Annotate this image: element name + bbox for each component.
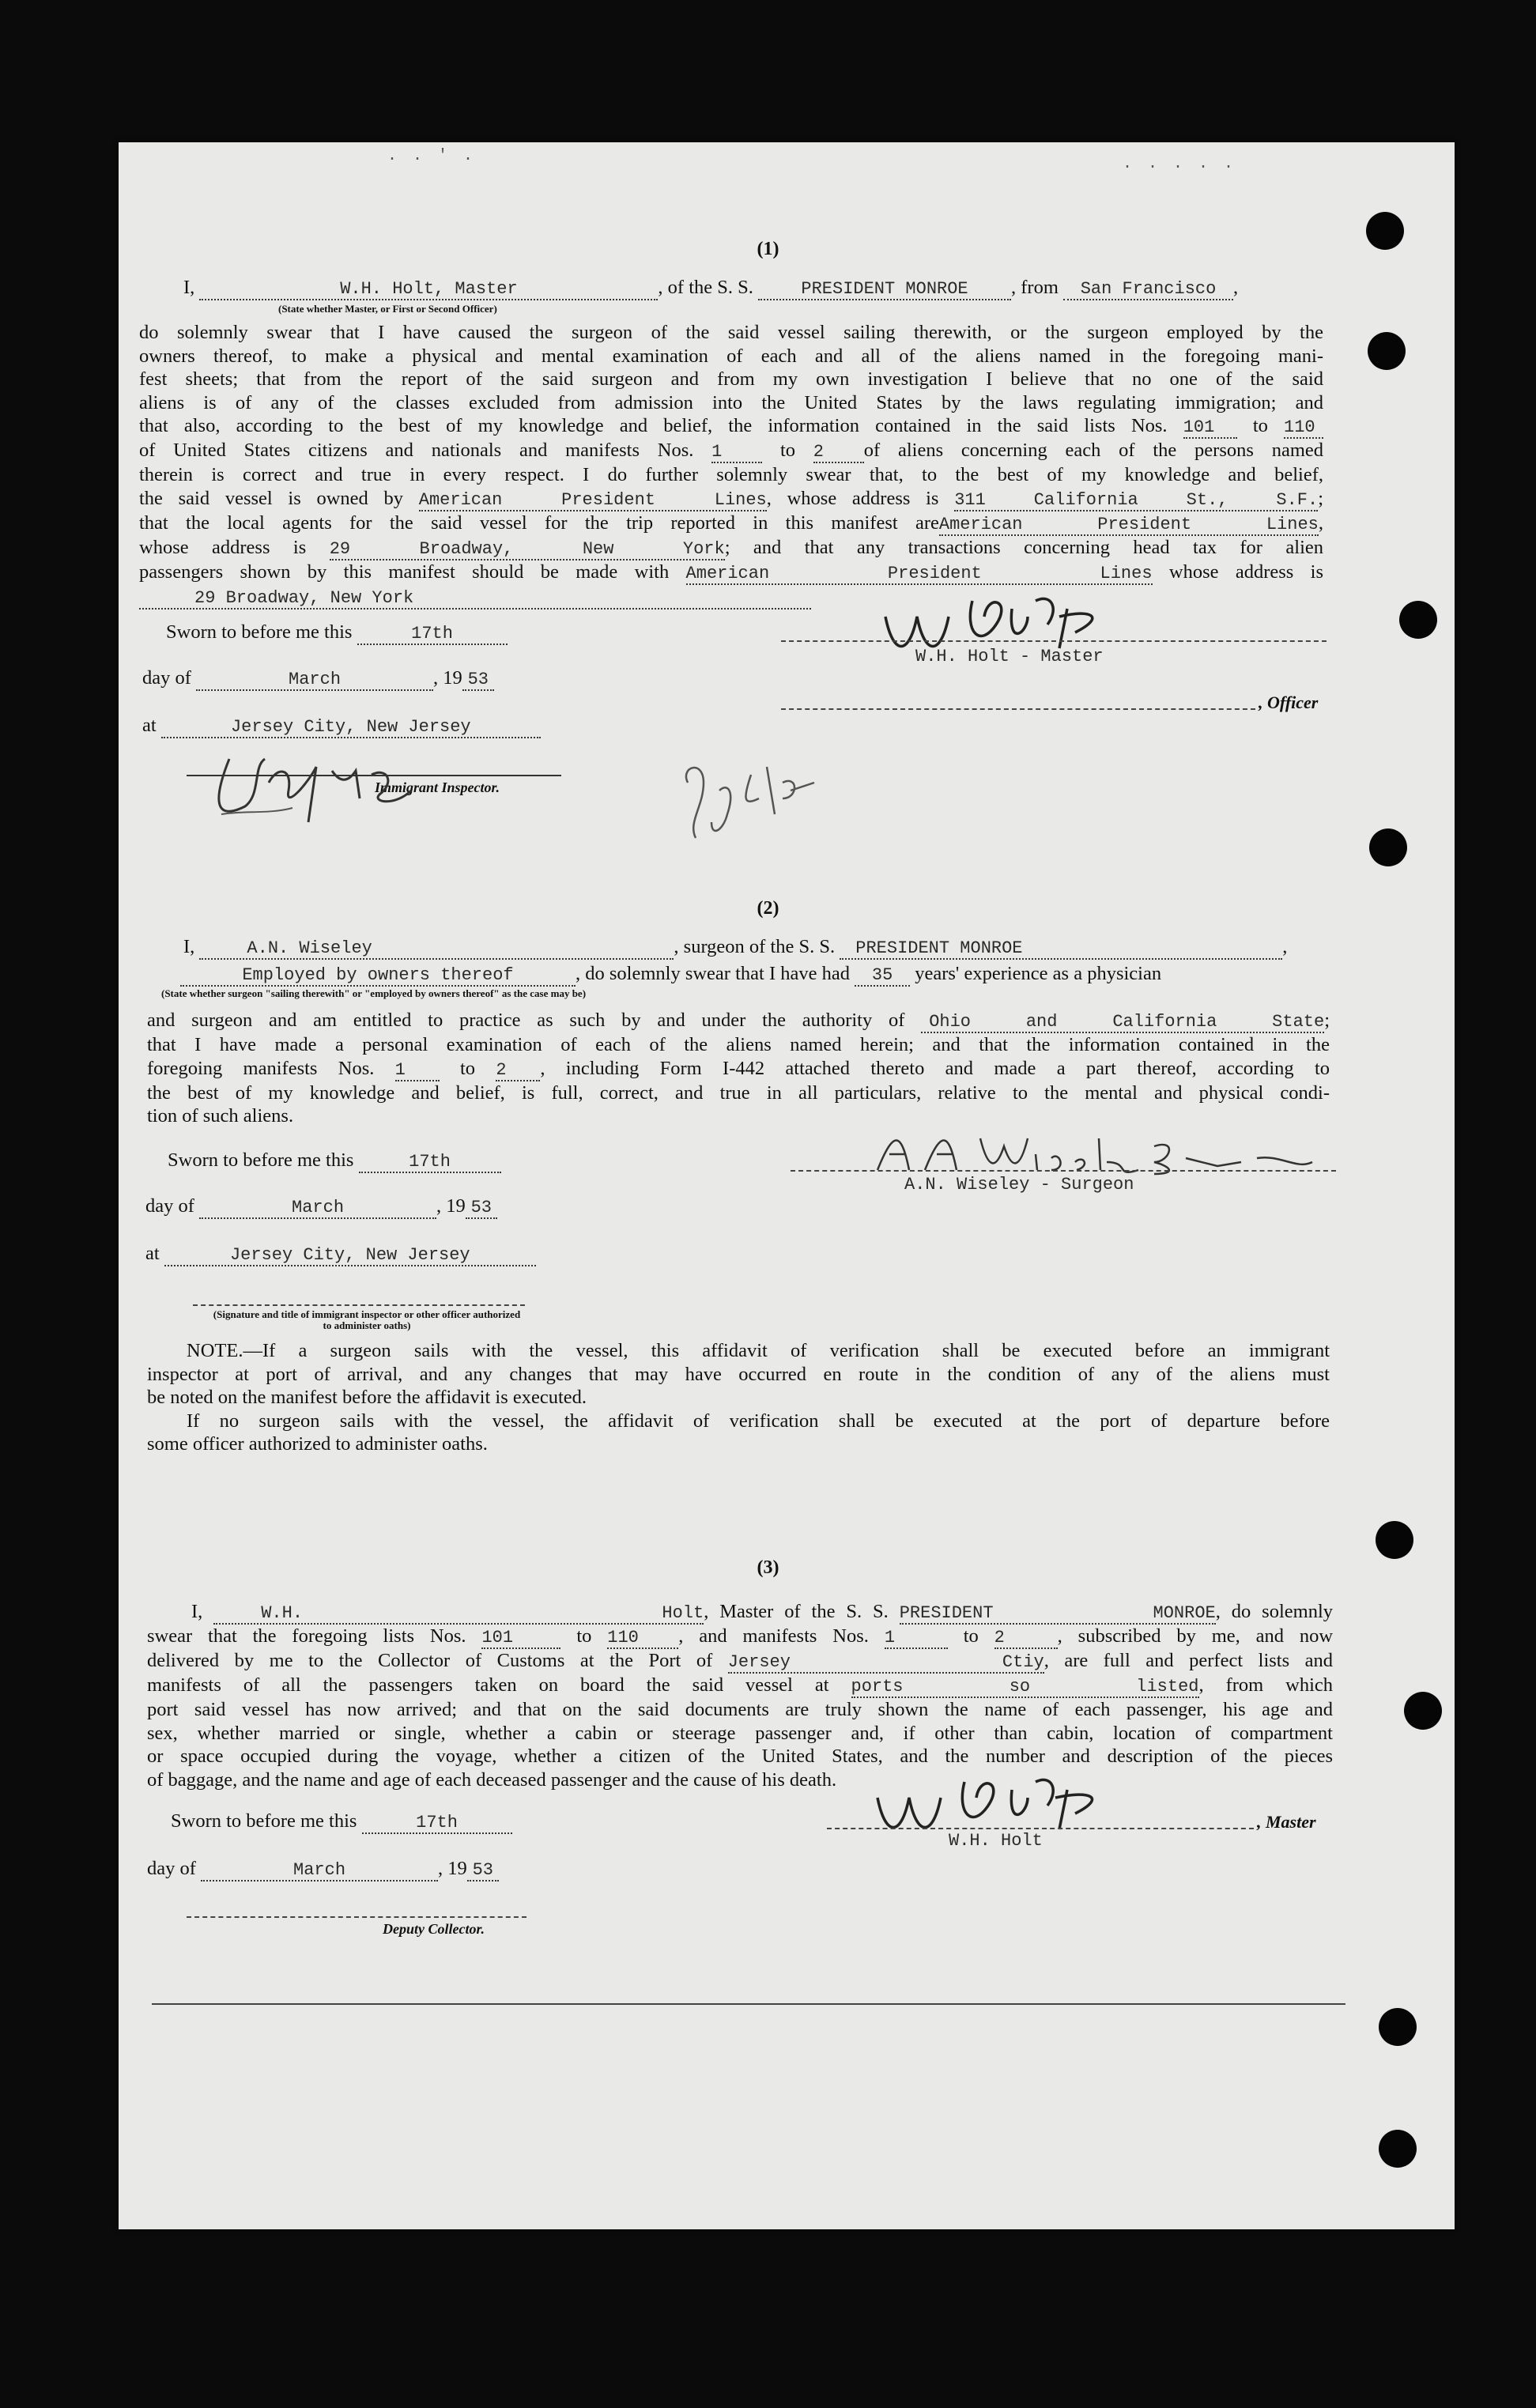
s3-body: I, W.H. Holt, Master of the S. S. PRESIDENT MONROE, do solemnly swear that the foregoing lists Nos. 101 to 110 , and manifests Nos. 1 to 2 , subscribed by me, and now delivered by me to the Collector of Customs at the Port of Jersey Ctiy, are full and perfect lists and manifests of all the passengers taken on board the said vessel at ports so listed, from which port said vessel has now arrived; and that on the said documents are truly shown the name of each passenger, his age and sex, whether married or single, whether a cabin or steerage passenger and, if other than cabin, location of compartment or space occupied during the voyage, whether a citizen of the United States, and the number and description of the pieces of baggage, and the name and age of each deceased passenger and the cause of his death. [147,1601,1334,1791]
s1-text-line: owners thereof, to make a physical and mental examination of each and all of the aliens named in the foregoing mani- [139,345,1323,367]
s1-ship-name: PRESIDENT MONROE [758,280,1011,300]
s1-owner: American President Lines [418,489,767,510]
s1-lists-from: 101 [1183,418,1237,439]
s1-line-1: I, W.H. Holt, Master , of the S. S. PRESIDENT MONROE , from San Francisco , [183,277,1239,299]
s1-agents: American President Lines [938,514,1319,534]
s1-text-line: aliens is of any of the classes excluded from admission into the United States by the laws regulating immigration; and [139,391,1323,413]
s1-officer-label: , Officer [1259,693,1319,712]
inspector-signature [198,735,466,842]
section-1-number: (1) [757,239,779,259]
s2-sworn-day: 17th [359,1153,501,1173]
s3-lists-from: 101 [481,1629,560,1649]
s2-sig-caption: (Signature and title of immigrant inspector or other officer authorized to administer oaths) [213,1308,521,1331]
s3-day-row: day of March , 19 53 [147,1858,499,1881]
s2-line-2: Employed by owners thereof , do solemnly swear that I have had 35 years' experience as a physician [180,963,1161,987]
s2-text-line: that I have made a personal examination of each of the aliens named herein; and that the information contained in the [147,1034,1330,1055]
s3-text-line: port said vessel has now arrived; and that on the said documents are truly shown the name of each passenger, his age and [147,1699,1333,1720]
s1-text-line: fest sheets; that from the report of the said surgeon and from my own investigation I believe that no one of the said [139,368,1323,390]
s2-note: NOTE.—If a surgeon sails with the vessel, this affidavit of verification shall be executed before an immigrant inspector at port of arrival, and any changes that may have occurred en route in the condition of any of the aliens must be noted on the manifest before the affidavit is executed. If no surgeon sails with the vessel, the affidavit of verification shall be executed at the port of departure before some officer authorized to administer oaths. [147,1340,1330,1455]
punch-hole [1368,332,1406,370]
bottom-rule [152,2003,1345,2005]
s3-text-line: of baggage, and the name and age of each deceased passenger and the cause of his death. [147,1768,837,1791]
s2-line-1: I, A.N. Wiseley , surgeon of the S. S. PRESIDENT MONROE , [183,936,1288,958]
s1-day-row: day of March , 19 53 [142,667,494,691]
s1-year: 53 [462,670,494,691]
s3-lists-to: 110 [607,1629,678,1649]
section-2-number: (2) [757,898,779,919]
header-marks-left: . . ' . [387,147,477,165]
s3-year: 53 [467,1861,499,1881]
s2-at-row: at Jersey City, New Jersey [145,1243,536,1266]
s1-from-port: San Francisco [1063,280,1233,300]
punch-hole [1399,601,1437,639]
master-signature-line-2 [827,1828,1254,1829]
s1-inspector-line: Immigrant Inspector. [187,775,561,796]
officer-line [781,708,1255,710]
s3-master-name: W.H. Holt [213,1604,704,1625]
s2-place: Jersey City, New Jersey [164,1246,536,1266]
s2-surgeon-name: A.N. Wiseley [199,939,674,960]
s1-text-line: therein is correct and true in every respect. I do further solemnly swear that, to the best of my knowledge and belief, [139,464,1323,485]
surgeon-signature-line [791,1170,1336,1172]
s2-day-row: day of March , 19 53 [145,1195,497,1219]
s1-body: do solemnly swear that I have caused the surgeon of the said vessel sailing therewith, or the surgeon employed by the owners thereof, to make a physical and mental examination of each and all of the aliens named in the foregoing mani- fest sheets; that from the report of the said surgeon and from my own investigation I believe that no one of the said aliens is of any of the classes excluded from admission into the United States by the laws regulating immigration; and that also, according to the best of my knowledge and belief, the information contained in the said lists Nos. 101 to 110 of United States citizens and nationals and manifests Nos. 1 to 2 of aliens concerning each of the persons named therein is correct and true in every respect. I do further solemnly swear that, to the best of my knowledge and belief, the said vessel is owned by American President Lines, whose address is 311 California St., S.F.; that the local agents for the said vessel for the trip reported in this manifest areAmerican President Lines, whose address is 29 Broadway, New York; and that any transactions concerning head tax for alien passengers shown by this manifest should be made with American President Lines whose address is 29 Broadway, New York [139,322,1324,608]
s3-text-line: sex, whether married or single, whether a cabin or steerage passenger and, if other than cabin, location of compartment [147,1722,1333,1744]
s2-ship-name: PRESIDENT MONROE [840,939,1282,960]
header-marks-right: . . . . . [1123,155,1237,173]
s1-signer-typed: W.H. Holt - Master [915,647,1104,666]
s3-manifests-to: 2 [994,1629,1058,1649]
punch-hole [1379,2008,1417,2046]
s3-manifests-from: 1 [885,1629,948,1649]
s2-caption: (State whether surgeon "sailing therewith" or "employed by owners thereof" as the case may be) [161,987,587,999]
s1-owner-address: 311 California St., S.F. [954,489,1319,510]
s2-authority: Ohio and California State [921,1013,1324,1033]
s3-text-line: or space occupied during the voyage, whether a citizen of the United States, and the number and description of the pieces [147,1746,1333,1767]
s1-month: March [196,670,433,691]
s3-master-label: , Master [1257,1812,1316,1832]
s1-at-row: at Jersey City, New Jersey [142,715,541,738]
s2-month: March [199,1198,436,1219]
punch-hole [1379,2130,1417,2168]
s3-sworn-row: Sworn to before me this 17th [171,1810,512,1834]
section-3-number: (3) [757,1557,779,1578]
deputy-line [187,1916,526,1918]
s3-boarded-at: ports so listed [851,1677,1199,1697]
s2-text-line: tion of such aliens. [147,1105,294,1127]
s2-manifests-to: 2 [496,1061,540,1081]
punch-hole [1376,1521,1413,1559]
s3-deputy-label: Deputy Collector. [383,1921,485,1937]
s1-text-line: do solemnly swear that I have caused the surgeon of the said vessel sailing therewith, or the surgeon employed by the [139,322,1323,343]
s2-manifests-from: 1 [395,1061,440,1081]
s1-sworn-day: 17th [357,625,508,645]
margin-handwriting [680,751,854,858]
s1-officer-name: W.H. Holt, Master [199,280,658,300]
master-signature-line [781,640,1327,642]
punch-hole [1369,828,1407,866]
s1-lists-to: 110 [1284,418,1323,439]
s3-signer-typed: W.H. Holt [949,1831,1043,1851]
s2-year: 53 [466,1198,497,1219]
punch-hole [1404,1692,1442,1730]
s2-body: and surgeon and am entitled to practice as such by and under the authority of Ohio and California State; that I have made a personal examination of each of the aliens named herein; and that the information contained in the foregoing manifests Nos. 1 to 2 , including Form I-442 attached thereto and made a part thereof, according to the best of my knowledge and belief, is full, correct, and true in all particulars, relative to the mental and physical condi- tion of such aliens. [147,1010,1330,1127]
s1-manifests-from: 1 [711,443,762,463]
s1-caption: (State whether Master, or First or Second Officer) [278,303,497,315]
s2-signer-typed: A.N. Wiseley - Surgeon [904,1175,1134,1195]
s1-manifests-to: 2 [813,443,864,463]
s3-sworn-day: 17th [362,1814,512,1834]
s2-employment: Employed by owners thereof [180,966,576,987]
s1-place: Jersey City, New Jersey [161,718,541,738]
s1-sworn-row: Sworn to before me this 17th [166,621,508,645]
s3-ship-name: PRESIDENT MONROE [899,1603,1216,1623]
inspector-sig-line-2 [193,1304,525,1306]
s3-month: March [201,1861,438,1881]
s2-years: 35 [855,966,910,987]
s1-head-tax-address: 29 Broadway, New York [139,589,811,610]
s1-head-tax-agent: American President Lines [685,563,1153,583]
s3-port: Jersey Ctiy [727,1652,1044,1672]
s2-sworn-row: Sworn to before me this 17th [168,1149,501,1173]
s2-text-line: the best of my knowledge and belief, is full, correct, and true in all particulars, relative to the mental and physical condi- [147,1081,1330,1104]
s1-agents-address: 29 Broadway, New York [329,538,725,559]
